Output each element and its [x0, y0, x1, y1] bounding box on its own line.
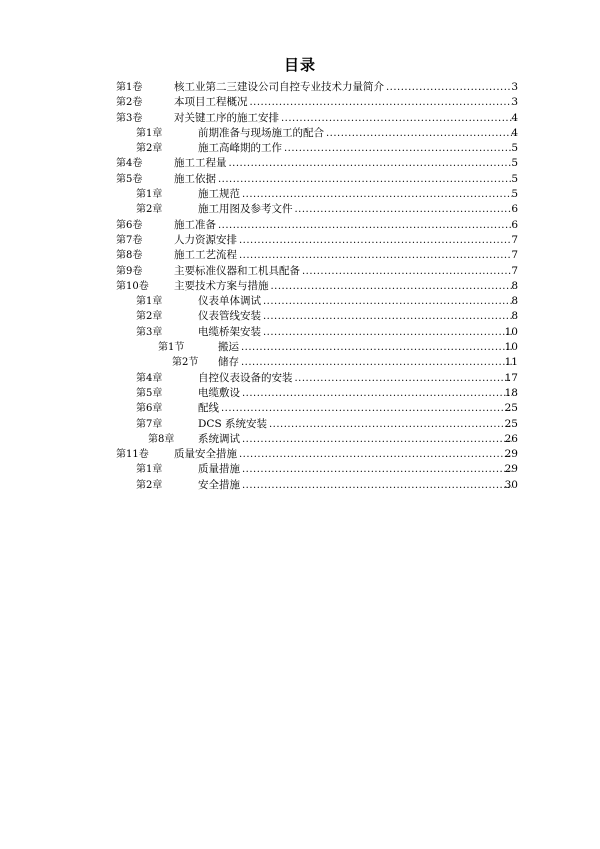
- toc-entry-label-group: [198, 141, 512, 156]
- toc-entry-page-number: 5: [511, 172, 518, 185]
- toc-entry[interactable]: [116, 172, 518, 187]
- toc-entry-page-number: 6: [511, 203, 518, 216]
- toc-dot-leader: [241, 355, 512, 370]
- toc-entry[interactable]: [116, 187, 518, 202]
- toc-dot-leader: [242, 187, 512, 202]
- toc-entry[interactable]: [116, 141, 518, 156]
- toc-entry-page-number: 17: [504, 371, 518, 384]
- toc-entry-number: 第3卷: [116, 112, 143, 124]
- toc-entry[interactable]: [116, 417, 518, 432]
- toc-entry-title: 仪表单体调试: [198, 295, 261, 308]
- toc-entry-number: 第1章: [136, 464, 163, 476]
- toc-entry-title: 系统调试: [198, 432, 240, 445]
- toc-entry[interactable]: [116, 233, 518, 248]
- toc-entry-label-group: [174, 156, 512, 171]
- toc-entry-label-group: [174, 95, 512, 110]
- toc-entry-title: 电缆桥架安装: [198, 325, 261, 338]
- toc-dot-leader: [269, 417, 512, 432]
- toc-entry[interactable]: [116, 111, 518, 126]
- toc-entry-page-number: 5: [511, 157, 518, 170]
- toc-entry-label-group: [174, 264, 512, 279]
- toc-entry-label-group: [198, 126, 512, 141]
- toc-entry-number: 第9卷: [116, 265, 143, 277]
- toc-entry-page-number: 11: [504, 356, 518, 369]
- toc-entry-number: 第2章: [136, 479, 163, 491]
- toc-dot-leader: [386, 80, 512, 95]
- toc-entry[interactable]: [116, 309, 518, 324]
- toc-dot-leader: [218, 172, 512, 187]
- toc-dot-leader: [263, 309, 512, 324]
- table-of-contents: [116, 80, 518, 493]
- toc-entry-label-group: [198, 386, 512, 401]
- toc-entry-number: 第2章: [136, 311, 163, 323]
- toc-entry-title: 搬运: [218, 341, 239, 354]
- toc-entry[interactable]: [116, 401, 518, 416]
- toc-entry-title: 对关键工序的施工安排: [174, 111, 279, 124]
- toc-entry-page-number: 3: [511, 81, 518, 93]
- toc-entry-page-number: 4: [511, 126, 518, 139]
- toc-entry-number: 第1章: [136, 127, 163, 139]
- toc-dot-leader: [221, 401, 512, 416]
- toc-entry-page-number: 5: [511, 188, 518, 201]
- toc-entry-label-group: [198, 417, 512, 432]
- toc-entry-title: DCS 系统安装: [198, 417, 267, 430]
- toc-entry-number: 第8章: [148, 433, 175, 445]
- toc-dot-leader: [229, 156, 513, 171]
- toc-entry-label-group: [174, 233, 512, 248]
- toc-entry[interactable]: [116, 355, 518, 370]
- toc-entry-label-group: [218, 355, 512, 370]
- toc-entry-number: 第1节: [158, 342, 185, 354]
- toc-dot-leader: [271, 279, 513, 294]
- toc-entry-title: 主要技术方案与措施: [174, 279, 269, 292]
- toc-dot-leader: [242, 386, 512, 401]
- toc-entry-title: 质量措施: [198, 463, 240, 476]
- toc-entry-title: 本项目工程概况: [174, 96, 248, 109]
- toc-dot-leader: [281, 111, 512, 126]
- toc-dot-leader: [239, 447, 512, 462]
- toc-entry-number: 第1卷: [116, 82, 143, 93]
- toc-entry-page-number: 8: [511, 310, 518, 323]
- toc-dot-leader: [239, 248, 512, 263]
- toc-entry-title: 施工规范: [198, 188, 240, 201]
- toc-entry-page-number: 29: [504, 448, 518, 461]
- toc-entry-title: 质量安全措施: [174, 448, 237, 461]
- toc-entry-page-number: 10: [504, 325, 518, 338]
- toc-entry-title: 主要标准仪器和工机具配备: [174, 264, 300, 277]
- toc-entry-page-number: 8: [511, 295, 518, 308]
- toc-entry-label-group: [174, 248, 512, 263]
- toc-entry-title: 配线: [198, 402, 219, 415]
- toc-entry-label-group: [198, 309, 512, 324]
- toc-entry-page-number: 6: [511, 218, 518, 231]
- toc-entry[interactable]: [116, 279, 518, 294]
- toc-dot-leader: [218, 218, 512, 233]
- toc-entry-label-group: [174, 279, 512, 294]
- toc-entry-label-group: [198, 401, 512, 416]
- toc-entry-title: 人力资源安排: [174, 233, 237, 246]
- toc-entry[interactable]: [116, 80, 518, 95]
- toc-entry-title: 施工用图及参考文件: [198, 203, 293, 216]
- toc-entry-page-number: 7: [511, 233, 518, 246]
- toc-entry-page-number: 3: [511, 96, 518, 109]
- toc-entry-title: 施工依据: [174, 172, 216, 185]
- toc-entry-title: 前期准备与现场施工的配合: [198, 126, 324, 139]
- toc-dot-leader: [263, 325, 512, 340]
- toc-entry-page-number: 18: [504, 386, 518, 399]
- toc-entry-title: 施工高峰期的工作: [198, 142, 282, 155]
- toc-entry-label-group: [198, 462, 512, 477]
- toc-dot-leader: [250, 95, 513, 110]
- toc-entry[interactable]: [116, 218, 518, 233]
- toc-entry[interactable]: [116, 325, 518, 340]
- toc-entry-title: 施工工程量: [174, 157, 227, 170]
- toc-entry-label-group: [174, 80, 512, 95]
- toc-entry-page-number: 7: [511, 249, 518, 262]
- toc-entry[interactable]: [116, 202, 518, 217]
- toc-entry-number: 第6章: [136, 403, 163, 415]
- toc-entry[interactable]: [116, 156, 518, 171]
- toc-dot-leader: [284, 141, 512, 156]
- toc-entry-label-group: [174, 172, 512, 187]
- toc-entry-label-group: [218, 340, 512, 355]
- toc-entry-page-number: 30: [504, 478, 518, 491]
- toc-dot-leader: [295, 202, 513, 217]
- toc-entry[interactable]: [116, 371, 518, 386]
- toc-entry-page-number: 25: [504, 417, 518, 430]
- toc-entry-number: 第2节: [172, 357, 199, 369]
- toc-entry-label-group: [174, 111, 512, 126]
- toc-entry-number: 第2章: [136, 143, 163, 155]
- toc-entry-label-group: [198, 325, 512, 340]
- toc-entry-number: 第11卷: [116, 449, 149, 461]
- toc-entry-page-number: 10: [504, 341, 518, 354]
- toc-dot-leader: [242, 432, 512, 447]
- toc-entry-title: 核工业第二三建设公司自控专业技术力量简介: [174, 81, 384, 93]
- toc-entry[interactable]: [116, 462, 518, 477]
- toc-entry-page-number: 25: [504, 402, 518, 415]
- toc-entry-page-number: 29: [504, 463, 518, 476]
- toc-entry-title: 仪表管线安装: [198, 310, 261, 323]
- toc-entry-number: 第6卷: [116, 219, 143, 231]
- toc-dot-leader: [242, 478, 512, 493]
- toc-entry[interactable]: [116, 432, 518, 447]
- toc-entry-number: 第7章: [136, 418, 163, 430]
- toc-entry-number: 第2章: [136, 204, 163, 216]
- toc-dot-leader: [326, 126, 512, 141]
- toc-entry-number: 第4卷: [116, 158, 143, 170]
- toc-entry[interactable]: [116, 340, 518, 355]
- toc-entry-number: 第1章: [136, 189, 163, 201]
- toc-entry-number: 第10卷: [116, 280, 149, 292]
- toc-entry-number: 第4章: [136, 372, 163, 384]
- toc-entry[interactable]: [116, 478, 518, 493]
- toc-entry-page-number: 4: [511, 111, 518, 124]
- toc-entry-page-number: 8: [511, 279, 518, 292]
- toc-entry-number: 第1章: [136, 296, 163, 308]
- toc-dot-leader: [263, 294, 512, 309]
- toc-entry-title: 自控仪表设备的安装: [198, 371, 293, 384]
- toc-entry[interactable]: [116, 447, 518, 462]
- toc-entry-label-group: [198, 478, 512, 493]
- toc-entry-number: 第5章: [136, 387, 163, 399]
- toc-dot-leader: [239, 233, 512, 248]
- toc-dot-leader: [295, 371, 513, 386]
- toc-title: 目录: [283, 56, 316, 74]
- toc-entry[interactable]: [116, 294, 518, 309]
- toc-entry-title: 安全措施: [198, 478, 240, 491]
- toc-entry-label-group: [198, 371, 512, 386]
- toc-entry-number: 第2卷: [116, 97, 143, 109]
- toc-dot-leader: [241, 340, 512, 355]
- toc-entry-label-group: [198, 294, 512, 309]
- toc-entry-label-group: [174, 218, 512, 233]
- toc-entry-number: 第3章: [136, 326, 163, 338]
- toc-entry-page-number: 5: [511, 142, 518, 155]
- toc-entry-page-number: 26: [504, 432, 518, 445]
- toc-entry-title: 储存: [218, 356, 239, 369]
- toc-entry-title: 电缆敷设: [198, 386, 240, 399]
- toc-entry-number: 第7卷: [116, 234, 143, 246]
- toc-entry[interactable]: [116, 248, 518, 263]
- toc-entry[interactable]: [116, 264, 518, 279]
- toc-entry-label-group: [198, 432, 512, 447]
- toc-entry-number: 第5卷: [116, 173, 143, 185]
- toc-dot-leader: [302, 264, 512, 279]
- toc-entry-number: 第8卷: [116, 250, 143, 262]
- toc-entry-page-number: 7: [511, 264, 518, 277]
- toc-entry-label-group: [198, 187, 512, 202]
- toc-entry[interactable]: [116, 126, 518, 141]
- toc-dot-leader: [242, 462, 512, 477]
- toc-entry-title: 施工准备: [174, 218, 216, 231]
- toc-entry-label-group: [198, 202, 512, 217]
- toc-entry[interactable]: [116, 386, 518, 401]
- toc-entry-title: 施工工艺流程: [174, 249, 237, 262]
- toc-entry[interactable]: [116, 95, 518, 110]
- toc-entry-label-group: [174, 447, 512, 462]
